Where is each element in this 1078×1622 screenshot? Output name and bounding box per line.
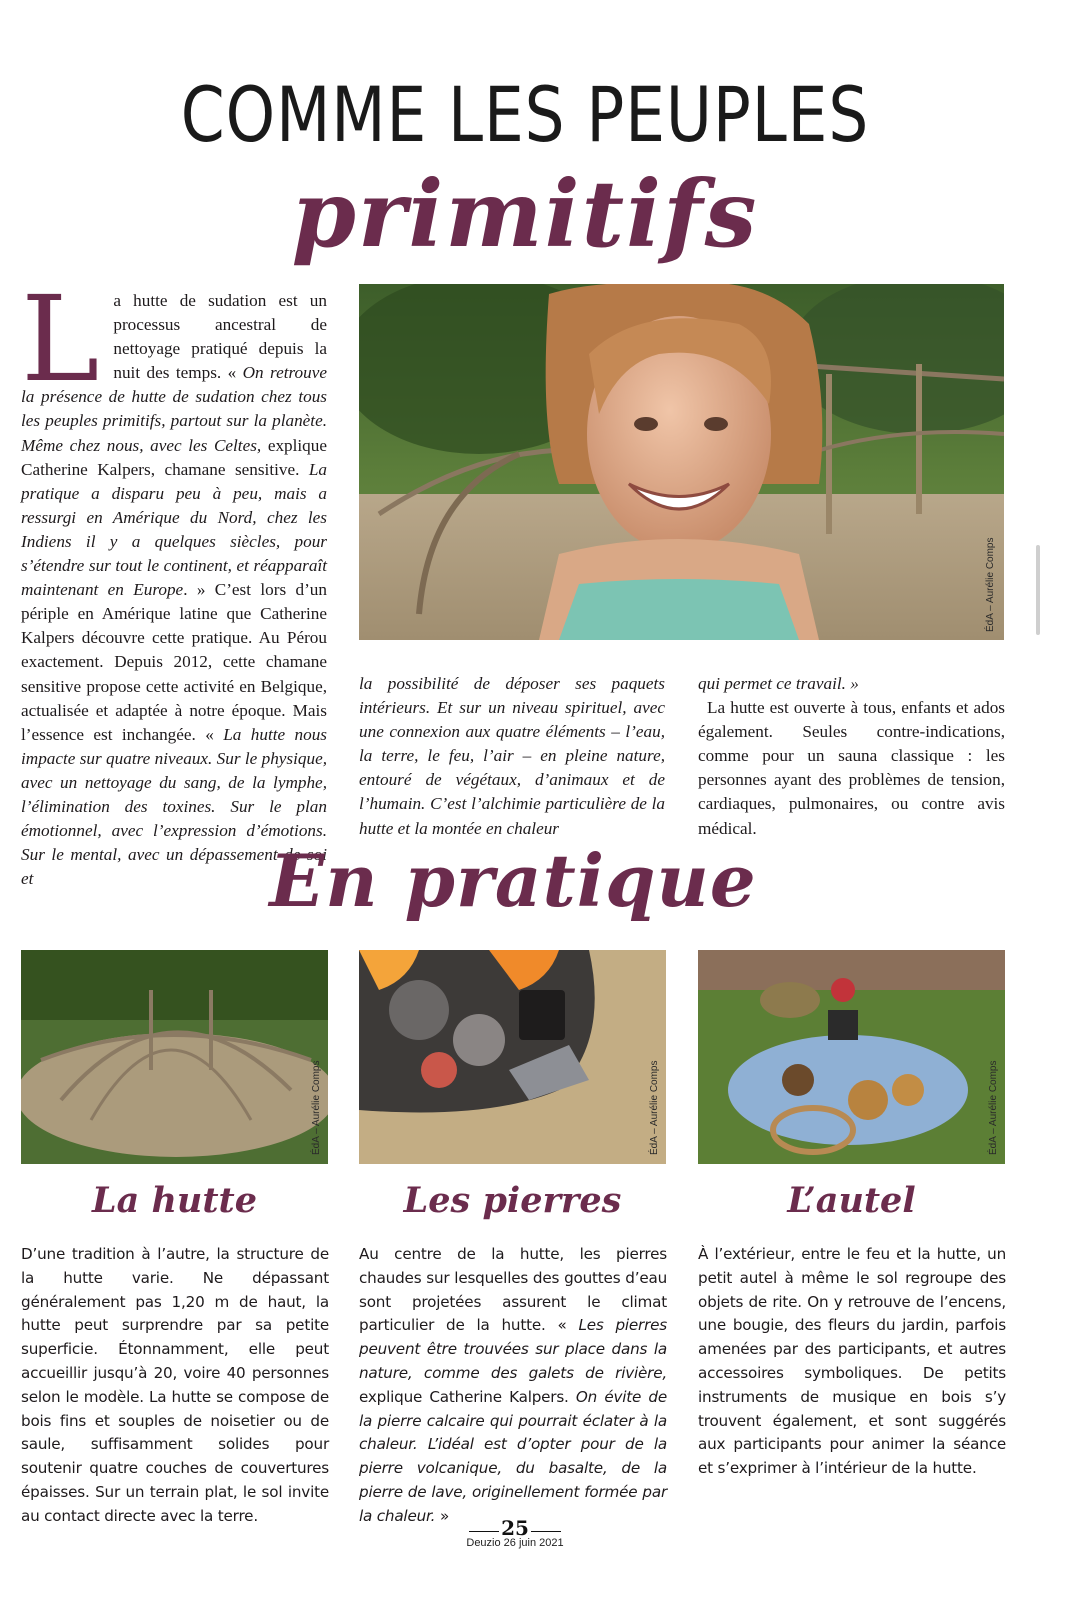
- subtitle-hut: La hutte: [92, 1180, 257, 1221]
- article-column-1-run: . » C’est lors d’un périple en Amérique latine que Catherine Kalpers découvre cette pratique. Au Pérou exactement. Depuis 2012, cette chamane sensitive propose cette activité en Belgique, actualisée et adaptée à notre époque. Mais l’essence est inchangée. «: [21, 580, 327, 744]
- photo-credit: ÉdA – Aurélie Comps: [985, 537, 996, 632]
- hut-photo-image: [21, 950, 328, 1164]
- article-column-2-text: la possibilité de déposer ses paquets intérieurs. Et sur un niveau spirituel, avec une connexion aux quatre éléments – l’eau, la terre, le feu, l’air – en pleine nature, entouré de végétaux, d’animaux et de l’humain. C’est l’alchimie particulière de la hutte et la montée en chaleur: [359, 674, 665, 838]
- article-column-1-run: La hutte nous impacte sur quatre niveaux. Sur le physique, avec un nettoyage du sang, de la lymphe, l’élimination des toxines. Sur le plan émotionnel, avec l’expression d’émotions. Sur le mental, avec un dépassement de soi et: [21, 724, 327, 889]
- hut-text: [21, 1243, 329, 1529]
- practice-text-run: »: [435, 1506, 450, 1525]
- page-folio: [440, 1516, 590, 1549]
- practice-text-run: D’une tradition à l’autre, la structure de la hutte varie. Ne dépassant généralement pas 1,20 m de haut, la hutte peut surprendre par sa petite superficie. Étonnamment, elle peut accueillir jusqu’à 20, voire 40 personnes selon le modèle. La hutte se compose de bois fins et souples de noisetier ou de saule, suffisamment solides pour soutenir quatre couches de couvertures épaisses. Sur un terrain plat, le sol invite au contact directe avec la terre.: [21, 1245, 329, 1525]
- hut-photo-credit: ÉdA – Aurélie Comps: [311, 1060, 322, 1155]
- portrait-photo: [359, 284, 1004, 640]
- practice-text-run: explique Catherine Kalpers.: [359, 1387, 576, 1406]
- scrollbar[interactable]: [1036, 545, 1040, 635]
- article-column-1-run: explique Catherine Kalpers, chamane sensitive.: [21, 435, 328, 479]
- page-title-line2: primitifs: [291, 160, 759, 268]
- subtitle-stones: Les pierres: [403, 1180, 622, 1221]
- altar-photo-image: [698, 950, 1005, 1164]
- article-column-2: [359, 672, 665, 841]
- practice-text-run: On évite de la pierre calcaire qui pourrait éclater à la chaleur. L’idéal est d’opter pour de la pierre volcanique, du basalte, de la pierre de lave, originellement formée par la chaleur.: [359, 1387, 668, 1525]
- page-number: 25: [501, 1516, 529, 1540]
- hut-photo: [21, 950, 328, 1164]
- article-column-3-quote-end: qui permet ce travail. »: [698, 674, 859, 693]
- article-column-3: [698, 672, 1005, 841]
- altar-photo: [698, 950, 1005, 1164]
- article-column-1-run: La pratique a disparu peu à peu, mais a ressurgi en Amérique du Nord, chez les Indiens il y a quelques siècles, pour s’étendre sur tout le continent, et réapparaît maintenant en Europe: [21, 459, 327, 600]
- practice-text-run: À l’extérieur, entre le feu et la hutte, un petit autel à même le sol regroupe des objets de rite. On y retrouve de l’encens, une bougie, des fleurs du jardin, parfois amenées par des participants, et autres accessoires symboliques. De petits instruments de musique en bois s’y trouvent également, et sont suggérés aux participants pour animer la séance et s’exprimer à l’intérieur de la hutte.: [698, 1245, 1006, 1478]
- practice-text-run: Les pierres peuvent être trouvées sur place dans la nature, comme des galets de rivière,: [359, 1316, 668, 1382]
- stones-text: [359, 1243, 667, 1529]
- drop-cap: L: [21, 270, 100, 408]
- page-title-line1: COMME LES PEUPLES: [180, 70, 870, 159]
- page-footer: Deuzio 26 juin 2021: [466, 1537, 564, 1549]
- article-column-1-run: a hutte de sudation est un processus ancestral de nettoyage pratiqué depuis la nuit des temps. «: [113, 291, 327, 383]
- article-column-3-text: La hutte est ouverte à tous, enfants et ados également. Seules contre-indications, comme pour un sauna classique : les personnes ayant des problèmes de tension, cardiaques, pulmonaires, ou contre avis médical.: [698, 698, 1005, 838]
- portrait-photo-image: [359, 284, 1004, 640]
- stones-photo-image: [359, 950, 666, 1164]
- practice-text-run: Au centre de la hutte, les pierres chaudes sur lesquelles des gouttes d’eau sont projetées assurent le climat particulier de la hutte. «: [359, 1245, 667, 1335]
- stones-photo: [359, 950, 666, 1164]
- subtitle-altar: L’autel: [787, 1180, 916, 1221]
- altar-photo-credit: ÉdA – Aurélie Comps: [988, 1060, 999, 1155]
- article-column-1: [21, 270, 328, 891]
- altar-text: [698, 1243, 1006, 1481]
- stones-photo-credit: ÉdA – Aurélie Comps: [649, 1060, 660, 1155]
- section-title: En pratique: [269, 838, 757, 923]
- article-column-1-run: On retrouve la présence de hutte de sudation chez tous les peuples primitifs, partout sur la planète. Même chez nous, avec les Celtes,: [21, 363, 327, 455]
